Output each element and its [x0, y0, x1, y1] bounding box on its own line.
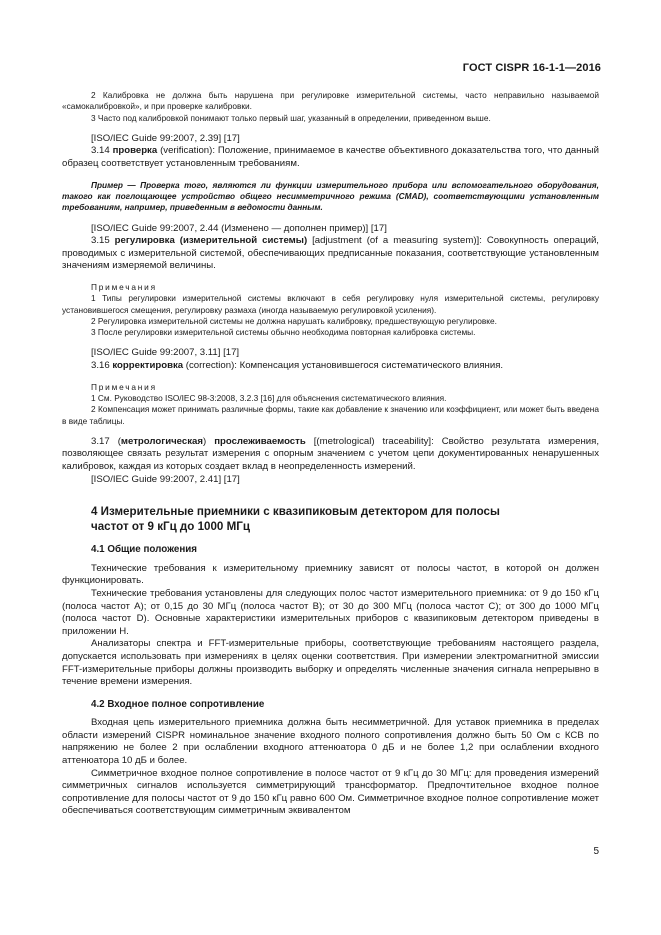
paragraph: Симметричное входное полное сопротивление в полосе частот от 9 кГц до 30 МГц: для проведения измерений симметричных сигналов используется симметрирующий трансформатор. Предпочтительное входное полное сопротивление для полосы частот от 9 до 150 кГц равно 600 Ом. Симметричное входное полное сопротивление может обеспечиваться соответствующим симметричным эквивалентом	[62, 767, 599, 817]
reference: [ISO/IEC Guide 99:2007, 2.44 (Изменено — дополнен пример)] [17]	[91, 222, 387, 234]
term-number: 3.17	[91, 435, 110, 447]
page-number: 5	[593, 846, 599, 857]
term-number: 3.16	[91, 360, 110, 372]
term: прослеживаемость	[214, 435, 306, 447]
notes-title: Примечания	[91, 281, 157, 292]
paragraph: Анализаторы спектра и FFT-измерительные приборы, соответствующие требованиям настоящего раздела, допускается использовать при измерениях в целях оценки соответствия. При измерении электромагнитной эмиссии FFT-измерительные приборы должны производить выборку и определять численные значения сигнала непрерывно в течение времени измерения.	[62, 638, 599, 688]
definition-3-16	[62, 360, 599, 373]
heading-line: 4 Измерительные приемники с квазипиковым детектором для полосы	[91, 505, 500, 519]
note-item: 2 Регулировка измерительной системы не должна нарушать калибровку, предшествующую регулировке.	[91, 315, 497, 326]
definition-text: (correction): Компенсация установившегося систематического влияния.	[183, 360, 504, 372]
section-4-2-heading: 4.2 Входное полное сопротивление	[91, 698, 265, 710]
definition-3-14	[62, 145, 599, 170]
standard-header: ГОСТ CISPR 16-1-1—2016	[462, 62, 601, 74]
note-item: 3 Часто под калибровкой понимают только первый шаг, указанный в определении, приведенном выше.	[91, 112, 491, 123]
paragraph: Технические требования установлены для следующих полос частот измерительного приемника: от 9 до 150 кГц (полоса частот А); от 0,15 до 30 МГц (полоса частот В); от 30 до 300 МГц (полоса частот С); от 300 до 1000 МГц (полоса частот D). Основные характеристики измерительных приборов с квазипиковым детектором приведены в приложении Н.	[62, 587, 599, 637]
term: регулировка (измерительной системы)	[114, 235, 308, 247]
term: проверка	[112, 145, 158, 157]
note-item: 1 Типы регулировки измерительной системы включают в себя регулировку нуля измерительной системы, регулировку установившегося смещения, регулировку размаха (иногда называемую регулировкой усиления).	[62, 293, 599, 315]
heading-line: частот от 9 кГц до 1000 МГц	[91, 520, 250, 534]
reference: [ISO/IEC Guide 99:2007, 2.39] [17]	[91, 132, 240, 144]
note-item: 3 После регулировки измерительной системы обычно необходима повторная калибровка системы.	[91, 327, 476, 338]
note-item: 2 Компенсация может принимать различные формы, такие как добавление к значению или коэффициент, или может быть введена в виде таблицы.	[62, 404, 599, 426]
definition-text: [(metrological) traceability]: Свойство результата измерения, позволяющее связать результат измерения с опорным значением с учетом цепи документированных ненарушенных калибровок, каждая из которых создает вклад в неопределенность измерений.	[62, 435, 599, 472]
reference: [ISO/IEC Guide 99:2007, 3.11] [17]	[91, 347, 240, 359]
term-number: 3.14	[91, 145, 110, 157]
section-4-1-heading: 4.1 Общие положения	[91, 544, 198, 556]
definition-text: (verification): Положение, принимаемое в качестве объективного доказательства того, что данный образец соответствует установленным требованиям.	[62, 145, 599, 170]
page-content	[62, 90, 599, 818]
definition-text: [adjustment (of a measuring system)]: Совокупность операций, проводимых с измерительной системой, обеспечивающих предписанные показания, соответствующие установленным значениям измеряемой величины.	[62, 235, 599, 272]
definition-3-17: 3.17 (метрологическая) прослеживаемость [(metrological) traceability]: Свойство результата измерения, позволяющее связать результат измерения с опорным значением с учетом цепи документированных ненарушенных калибровок, каждая из которых создает вклад в неопределенность измерений.	[62, 435, 599, 472]
definition-3-15	[62, 235, 599, 273]
reference: [ISO/IEC Guide 99:2007, 2.41] [17]	[91, 473, 240, 485]
example: Пример — Проверка того, являются ли функции измерительного прибора или вспомогательного оборудования, такого как поглощающее устройство общего несимметричного режима (CMAD), соответствующими установленным требованиям, например, приведенным в ведомости данным.	[62, 179, 599, 213]
paragraph: Технические требования к измерительному приемнику зависят от полосы частот, в которой он должен функционировать.	[62, 562, 599, 587]
note-item: 1 См. Руководство ISO/IEC 98-3:2008, 3.2.3 [16] для объяснения систематического влияния.	[91, 392, 447, 403]
term-number: 3.15	[91, 235, 110, 247]
note-item: 2 Калибровка не должна быть нарушена при регулировке измерительной системы, часто неправильно называемой «самокалибровкой», и при проверке калибровки.	[62, 90, 599, 112]
term: метрологическая	[120, 435, 203, 447]
notes-title: Примечания	[91, 381, 157, 392]
term: корректировка	[112, 360, 184, 372]
paragraph: Входная цепь измерительного приемника должна быть несимметричной. Для уставок приемника в пределах области измерений CISPR номинальное значение входного полного сопротивления должно быть 50 Ом с КСВ по напряжению не более 2 при ослаблении входного аттенюатора 0 дБ и не более 1,2 при ослаблении входного аттенюатора 10 дБ и более.	[62, 717, 599, 767]
section-4-heading	[62, 504, 599, 534]
